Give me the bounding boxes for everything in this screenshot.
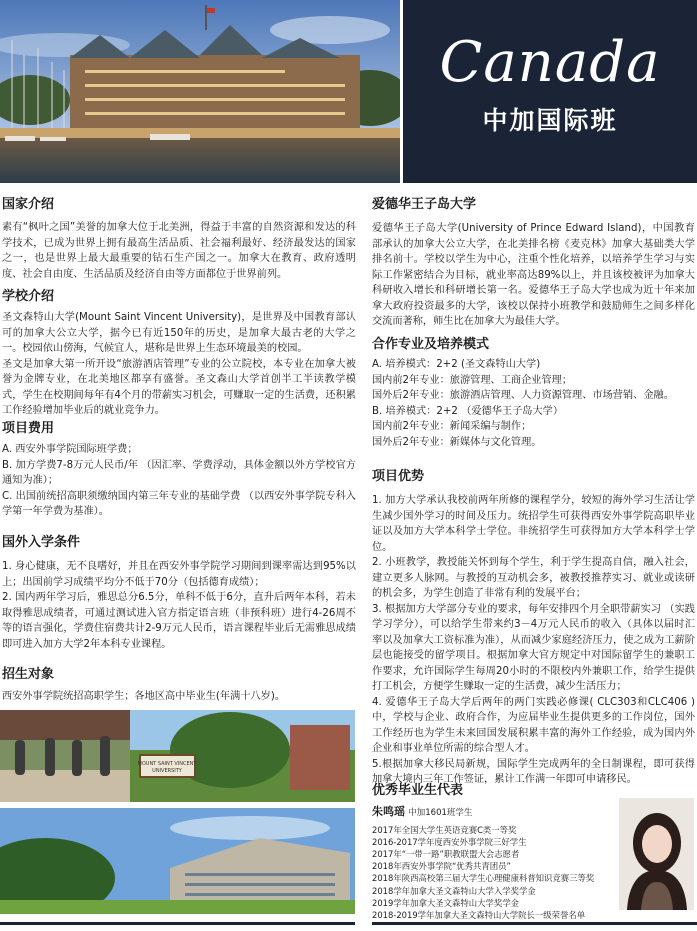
alumni-section <box>372 782 612 921</box>
fees-item-b: B. 加方学费7-8万元人民币/年 （因汇率、学费浮动，具体金额以外方学校官方通知为准）； <box>2 459 356 486</box>
bottom-rule-left <box>0 922 355 925</box>
school-body-1: 圣文森特山大学(Mount Saint Vincent University)，是世界及中国教育部认可的加拿大公立大学，据今已有近150年的历史，是加拿大最古老的大学之一。校园依山傍海，气候宜人，堪称是世界上生态环境最美的校园。 <box>2 312 356 354</box>
enroll-heading: 招生对象 <box>2 667 55 682</box>
requirements-heading: 国外入学条件 <box>2 535 81 550</box>
alumni-name: 朱鸣瑶 <box>372 805 405 818</box>
advantage-item-1: 1. 加方大学承认我校前两年所修的课程学分，较短的海外学习生活让学生减少国外学习的时间及压力。统招学生可获得西安外事学院高职毕业证以及加方大学本科学士学位。非统招学生可获得加方大学本科学士学位。 <box>372 495 695 553</box>
majors-line: A. 培养模式：2+2 (圣文森特山大学) <box>372 359 541 370</box>
program-title: 中加国际班 <box>482 106 618 135</box>
country-section <box>2 196 356 282</box>
brand-panel <box>403 0 697 183</box>
award-item: 2018学年加拿大圣文森特山大学入学奖学金 <box>372 885 536 896</box>
majors-section <box>372 336 695 450</box>
sign-line-2: UNIVERSITY <box>152 768 182 774</box>
bottom-rule-right <box>372 922 697 925</box>
award-item: 2018年西安外事学院“优秀共青团员” <box>372 861 511 872</box>
award-item: 2017年全国大学生英语竞赛C类一等奖 <box>372 824 517 835</box>
school-body-2: 圣文是加拿大第一所开设“旅游酒店管理”专业的公立院校，本专业在加拿大被誉为金牌专业，在北美地区都享有盛誉。圣文森山大学首创半工半读教学模式，学生在校期间每年有4个月的带薪实习机会，可赚取一定的生活费，还积累工作经验增加毕业后的就业竞争力。 <box>2 358 356 416</box>
award-item: 2019学年加拿大圣文森特山大学奖学金 <box>372 897 519 908</box>
hero-harbour-photo <box>0 0 400 183</box>
award-item: 2016-2017学年度西安外事学院三好学生 <box>372 836 527 847</box>
campus-students-photo <box>0 710 355 802</box>
alumni-class: 中加1601班学生 <box>408 808 473 818</box>
upei-section <box>372 196 695 330</box>
advantage-item-5: 5.根据加拿大移民局新规，国际学生完成两年的全日制课程，即可获得加拿大境内三年工作签证，累计工作满一年即可申请移民。 <box>372 758 695 785</box>
fees-item-c: C. 出国前统招高职须缴纳国内第三年专业的基础学费 （以西安外事学院专科入学第一年学费为基准）。 <box>2 490 356 517</box>
alumni-awards-list <box>372 824 612 922</box>
advantages-section <box>372 468 695 788</box>
advantage-item-3: 3. 根据加方大学部分专业的要求，每年安排四个月全职带薪实习 （实践学习学分），可以给学生带来约3－4万元人民币的收入（具体以届时汇率以及加拿大工资标准为准），从而减少家庭经济压力，使之成为工薪阶层也能接受的留学项目。根据加拿大官方规定中对国际留学生的兼职工作要求，允许国际学生每周20小时的不限校内外兼职工作，给学生提供打工机会，方便学生赚取一定的生活费，减少生活压力； <box>372 603 695 692</box>
school-section <box>2 288 356 419</box>
harbour-illustration <box>0 0 400 183</box>
upei-body: 爱德华王子岛大学(University of Prince Edward Island)，中国教育部承认的加拿大公立大学，在北美排名榜《麦克林》加拿大基础类大学排名前十。学校以学生为中心，注重个性化培养，以培养学生学习与实际工作紧密结合为目标，就业率高达89%以上，并且该校被评为加拿大科研收入增长和科研增长第一名。爱德华王子岛大学也成为近十年来加拿大政府投资最多的大学，该校以保持小班教学和鼓励师生之间多样化交流而著称，师生比在加拿大为最佳大学。 <box>372 223 695 327</box>
requirements-item-1: 1. 身心健康，无不良嗜好，并且在西安外事学院学习期间到课率需达到95%以上；出国前学习成绩平均分不低于70分（包括德育成绩）； <box>2 561 356 588</box>
award-item: 2018-2019学年加拿大圣文森特山大学院长一级荣誉名单 <box>372 909 586 920</box>
alumni-portrait-photo <box>619 798 694 910</box>
majors-line: 国内前2年专业：新闻采编与制作； <box>372 421 532 432</box>
requirements-section <box>2 534 356 652</box>
campus-building-photo <box>0 808 355 914</box>
requirements-item-2: 2. 国内两年学习后，雅思总分6.5分，单科不低于6分，直升后两年本科，若未取得雅思成绩者，可通过测试进入官方指定语言班（非预科班）进行4-26周不等的语言强化，学费住宿费共计2-9万元人民币，语言课程毕业后无需雅思成绩即可进入加方大学2年本科专业课程。 <box>2 592 356 650</box>
sign-line-1: MOUNT SAINT VINCENT <box>137 761 197 767</box>
fees-heading: 项目费用 <box>2 421 55 436</box>
majors-line: 国外后2年专业：新媒体与文化管理。 <box>372 436 542 448</box>
fees-item-a: A. 西安外事学院国际班学费； <box>2 444 138 455</box>
alumni-heading: 优秀毕业生代表 <box>372 783 464 798</box>
upei-heading: 爱德华王子岛大学 <box>372 197 477 212</box>
majors-line: 国内前2年专业：旅游管理、工商企业管理； <box>372 374 573 386</box>
country-heading: 国家介绍 <box>2 197 55 212</box>
school-heading: 学校介绍 <box>2 289 55 304</box>
fees-section <box>2 420 356 520</box>
advantage-item-4: 4. 爱德华王子岛大学后两年的两门实践必修课( CLC303和CLC406 )中，学校与企业、政府合作，为应届毕业生提供更多的工作岗位，国外工作经历也为学生未来回国发展积累丰富的海外工作经验，成为国内外企业和事业单位所需的综合型人才。 <box>372 696 695 754</box>
majors-line: B. 培养模式：2+2 （爱德华王子岛大学） <box>372 405 564 417</box>
award-item: 2018年陕西高校第三届大学生心理健康科普知识竞赛三等奖 <box>372 873 595 884</box>
majors-line: 国外后2年专业：旅游酒店管理、人力资源管理、市场营销、金融。 <box>372 390 674 401</box>
award-item: 2017年“一带一路”职教联盟大会志愿者 <box>372 848 520 859</box>
advantages-heading: 项目优势 <box>372 469 425 484</box>
country-body: 素有“枫叶之国”美誉的加拿大位于北美洲，得益于丰富的自然资源和发达的科学技术，已成为世界上拥有最高生活品质、社会福利最好、经济最发达的国家之一，也是世界上最大最重要的钻石生产国之一。加拿大在教育、政府透明度、社会自由度、生活品质及经济自由等方面都位于世界前列。 <box>2 222 356 280</box>
enroll-body: 西安外事学院统招高职学生；各地区高中毕业生(年满十八岁)。 <box>2 691 286 702</box>
enroll-section <box>2 666 356 705</box>
majors-heading: 合作专业及培养模式 <box>372 337 490 352</box>
advantage-item-2: 2. 小班教学，教授能关怀到每个学生，利于学生提高自信，融入社会，建立更多人脉网。与教授的互动机会多，被教授推荐实习、就业或读研的机会多，为学生创造了非常有利的发展平台； <box>372 557 695 599</box>
canada-script-title: Canada <box>439 30 661 95</box>
